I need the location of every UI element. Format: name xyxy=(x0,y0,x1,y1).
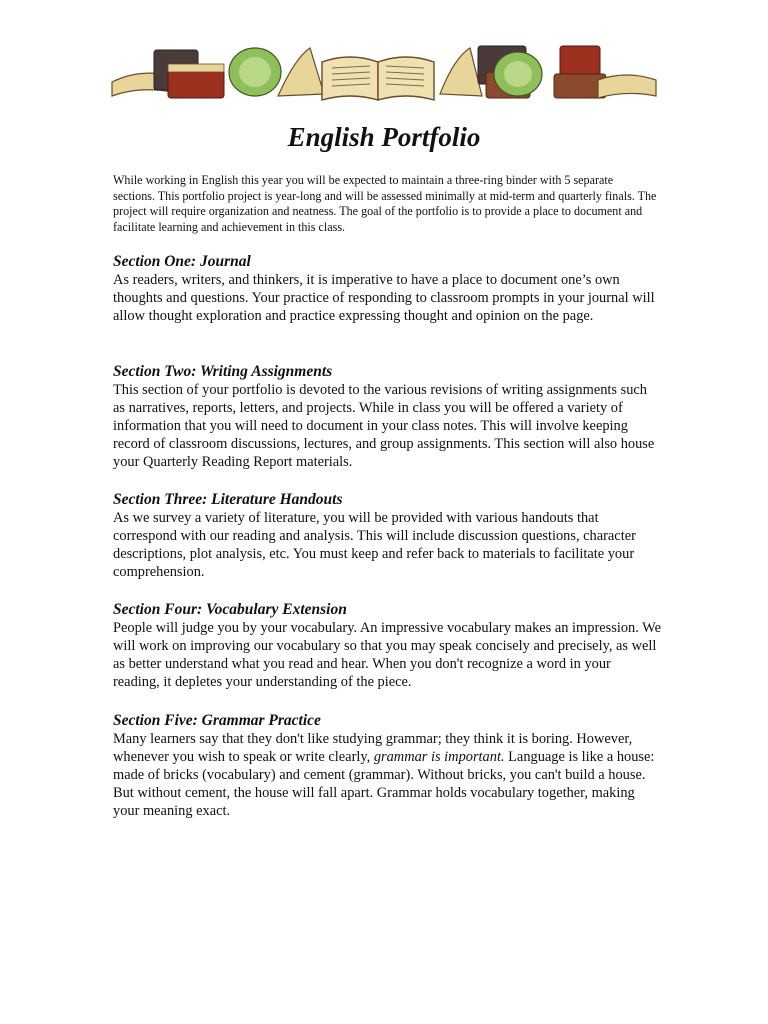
section-vocabulary-extension xyxy=(113,601,661,691)
section-grammar-practice xyxy=(113,712,661,820)
section-journal xyxy=(113,253,661,325)
section-body-text: Language is like a house: made of bricks (vocabulary) and cement (grammar). Without bricks, you can't build a house. But without cement, the house will fall apart. Grammar holds vocabulary together, making your meaning exact. xyxy=(113,749,655,819)
section-body: This section of your portfolio is devoted to the various revisions of writing assignments such as narratives, reports, letters, and projects. While in class you will be offered a variety of information that you will need to document in your class notes. This will involve keeping record of classroom discussions, lectures, and group assignments. This section will also house your Quarterly Reading Report materials. xyxy=(113,382,655,470)
section-heading: Section One: Journal xyxy=(113,253,251,270)
section-body: People will judge you by your vocabulary. An impressive vocabulary makes an impression. We will work on improving our vocabulary so that you may speak concisely and precisely, as well as better understand what you read and hear. When you don't recognize a word in your reading, it depletes your understanding of the piece. xyxy=(113,620,661,690)
document-title: English Portfolio xyxy=(287,122,481,152)
section-body xyxy=(113,730,661,820)
section-literature-handouts xyxy=(113,491,661,581)
section-heading: Section Two: Writing Assignments xyxy=(113,363,333,380)
section-body: As readers, writers, and thinkers, it is imperative to have a place to document one’s own thoughts and questions. Your practice of responding to classroom prompts in your journal will allow thought exploration and practice expressing thought and opinion on the page. xyxy=(113,272,655,324)
section-heading: Section Three: Literature Handouts xyxy=(113,491,343,508)
section-heading: Section Five: Grammar Practice xyxy=(113,712,321,729)
section-writing-assignments xyxy=(113,363,661,471)
intro-paragraph: While working in English this year you will be expected to maintain a three-ring binder with 5 separate sections. This portfolio project is year-long and will be assessed minimally at mid-term and quarterly finals. The project will require organization and neatness. The goal of the portfolio is to provide a place to document and facilitate learning and achievement in this class. xyxy=(113,173,657,235)
book-banner-illustration xyxy=(110,40,658,108)
emphasis-text: grammar is important. xyxy=(373,749,505,765)
section-heading: Section Four: Vocabulary Extension xyxy=(113,601,347,618)
section-body: As we survey a variety of literature, you will be provided with various handouts that correspond with our reading and analysis. This will include discussion questions, character descriptions, plot analysis, etc. You must keep and refer back to materials to facilitate your comprehension. xyxy=(113,510,636,580)
section-body-text: Many learners say that they don't like studying grammar; they think it is boring. However, whenever you wish to speak or write clearly, xyxy=(113,731,633,765)
